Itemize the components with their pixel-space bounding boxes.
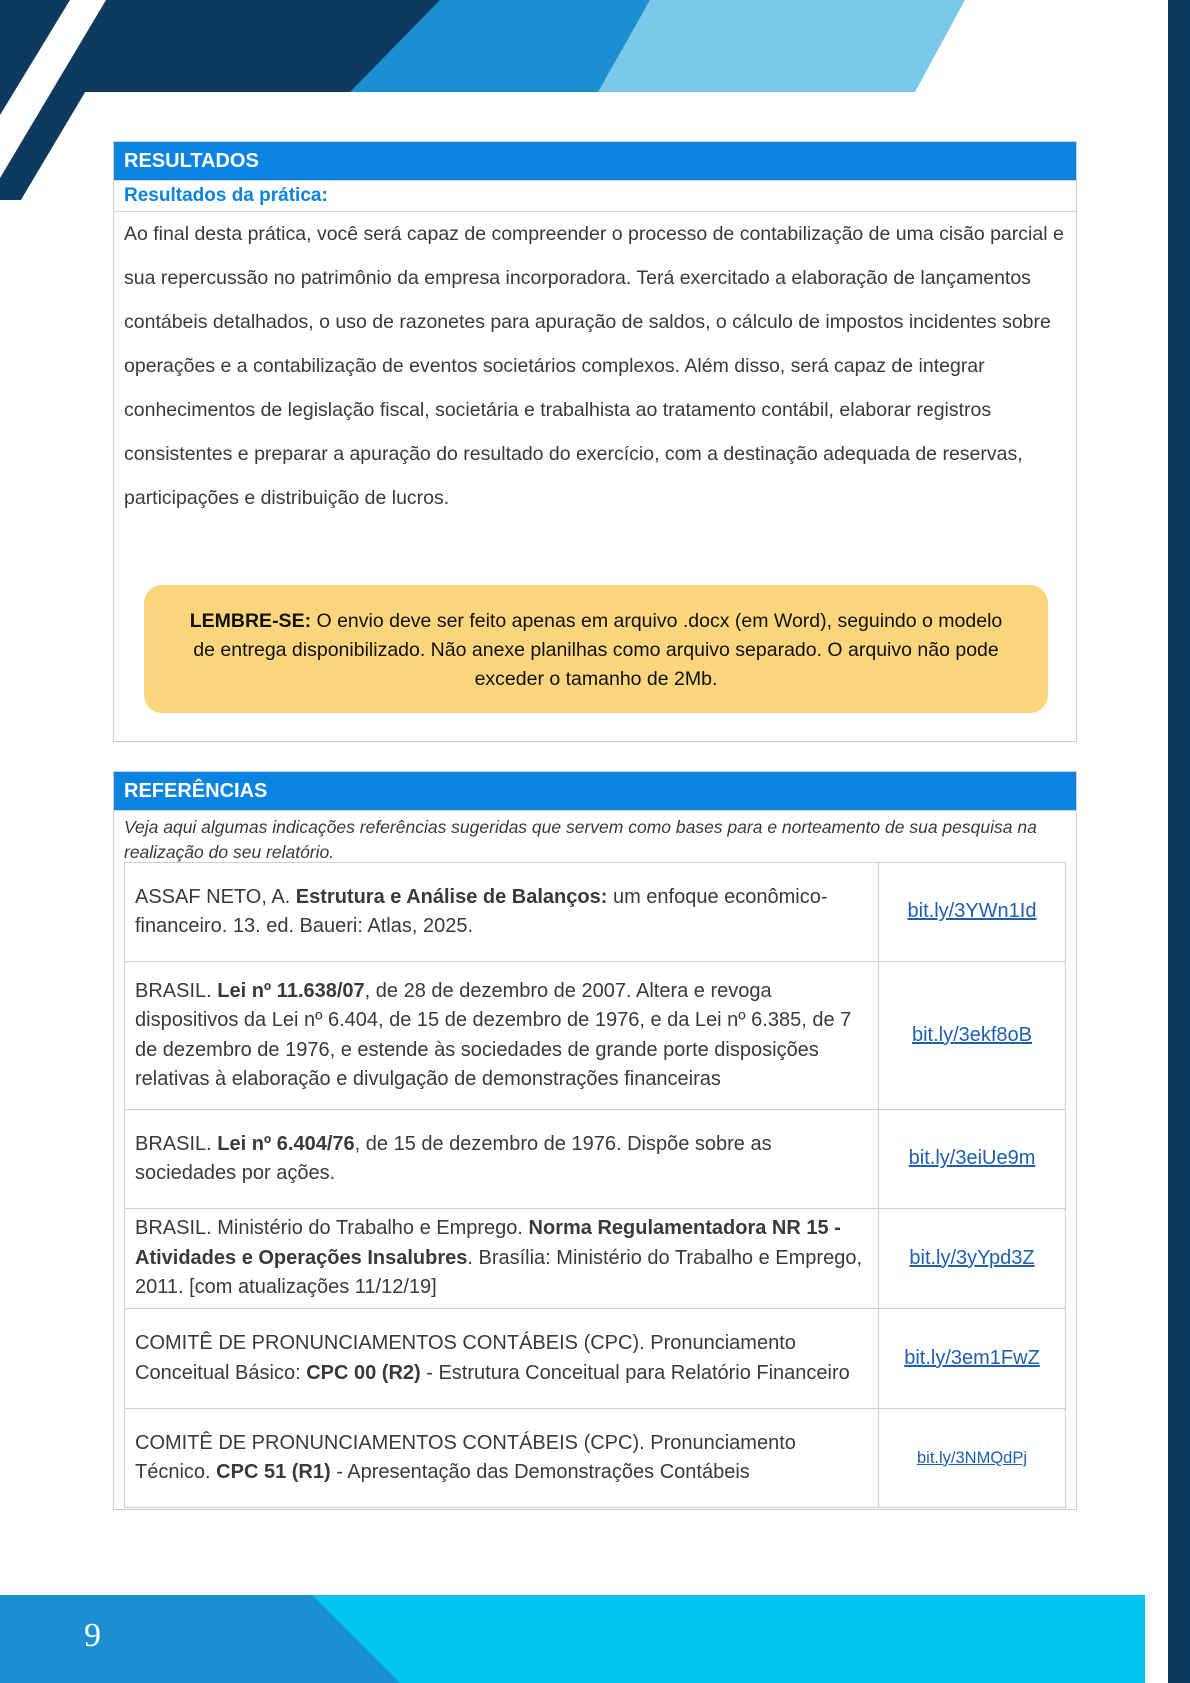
references-table xyxy=(124,862,1066,1508)
reminder-label: LEMBRE-SE: xyxy=(189,610,312,632)
reference-citation: BRASIL. Lei nº 11.638/07, de 28 de dezembro de 2007. Altera e revoga dispositivos da Lei nº 6.404, de 15 de dezembro de 1976, e da Lei nº 6.385, de 7 de dezembro de 1976, e estende às sociedades de grande porte disposições relativas à elaboração e divulgação de demonstrações financeiras xyxy=(125,962,879,1110)
footer-banner-graphic xyxy=(0,1595,1145,1683)
reference-row xyxy=(125,962,1066,1110)
reference-citation: BRASIL. Lei nº 6.404/76, de 15 de dezembro de 1976. Dispõe sobre as sociedades por ações. xyxy=(125,1110,879,1209)
reference-row xyxy=(125,1409,1066,1508)
results-body-text: Ao final desta prática, você será capaz de compreender o processo de contabilização de uma cisão parcial e sua repercussão no patrimônio da empresa incorporadora. Terá exercitado a elaboração de lançamentos contábeis detalhados, o uso de razonetes para apuração de saldos, o cálculo de impostos incidentes sobre operações e a contabilização de eventos societários complexos. Além disso, será capaz de integrar conhecimentos de legislação fiscal, societária e trabalhista ao tratamento contábil, elaborar registros consistentes e preparar a apuração do resultado do exercício, com a destinação adequada de reservas, participações e distribuição de lucros. xyxy=(124,223,1064,509)
reference-citation: COMITÊ DE PRONUNCIAMENTOS CONTÁBEIS (CPC). Pronunciamento Técnico. CPC 51 (R1) - Apresentação das Demonstrações Contábeis xyxy=(125,1409,879,1508)
results-header: RESULTADOS xyxy=(114,142,1076,180)
reference-link[interactable]: bit.ly/3eiUe9m xyxy=(908,1147,1036,1170)
reference-link[interactable]: bit.ly/3NMQdPj xyxy=(916,1448,1028,1467)
reference-link-cell xyxy=(879,1110,1066,1209)
reference-row xyxy=(125,1110,1066,1209)
reminder-callout xyxy=(144,585,1048,713)
reference-link-cell xyxy=(879,1209,1066,1309)
right-edge-bar xyxy=(1168,0,1190,1683)
reference-link[interactable]: bit.ly/3em1FwZ xyxy=(904,1346,1040,1369)
references-intro: Veja aqui algumas indicações referências sugeridas que servem como bases para e norteamento de sua pesquisa na realização do seu relatório. xyxy=(114,810,1076,862)
reference-citation: BRASIL. Ministério do Trabalho e Emprego. Norma Regulamentadora NR 15 - Atividades e Operações Insalubres. Brasília: Ministério do Trabalho e Emprego, 2011. [com atualizações 11/12/19] xyxy=(125,1209,879,1309)
reference-link[interactable]: bit.ly/3yYpd3Z xyxy=(909,1246,1035,1269)
reference-row xyxy=(125,1309,1066,1409)
reference-link-cell xyxy=(879,1309,1066,1409)
reference-link-cell xyxy=(879,863,1066,962)
results-subheader: Resultados da prática: xyxy=(114,180,1076,212)
page-number: 9 xyxy=(84,1617,101,1654)
reference-link[interactable]: bit.ly/3YWn1Id xyxy=(907,900,1037,923)
references-header: REFERÊNCIAS xyxy=(114,772,1076,810)
reminder-text: O envio deve ser feito apenas em arquivo .docx (em Word), seguindo o modelo de entrega disponibilizado. Não anexe planilhas como arquivo separado. O arquivo não pode exceder o tamanho de 2Mb. xyxy=(193,610,1003,690)
references-section xyxy=(113,771,1077,1510)
reference-citation: ASSAF NETO, A. Estrutura e Análise de Balanços: um enfoque econômico-financeiro. 13. ed. Baueri: Atlas, 2025. xyxy=(125,863,879,962)
reference-row xyxy=(125,863,1066,962)
reference-citation: COMITÊ DE PRONUNCIAMENTOS CONTÁBEIS (CPC). Pronunciamento Conceitual Básico: CPC 00 (R2) - Estrutura Conceitual para Relatório Financeiro xyxy=(125,1309,879,1409)
reference-link-cell xyxy=(879,1409,1066,1508)
reference-link[interactable]: bit.ly/3ekf8oB xyxy=(911,1023,1033,1046)
reference-link-cell xyxy=(879,962,1066,1110)
reference-row xyxy=(125,1209,1066,1309)
results-section xyxy=(113,141,1077,742)
